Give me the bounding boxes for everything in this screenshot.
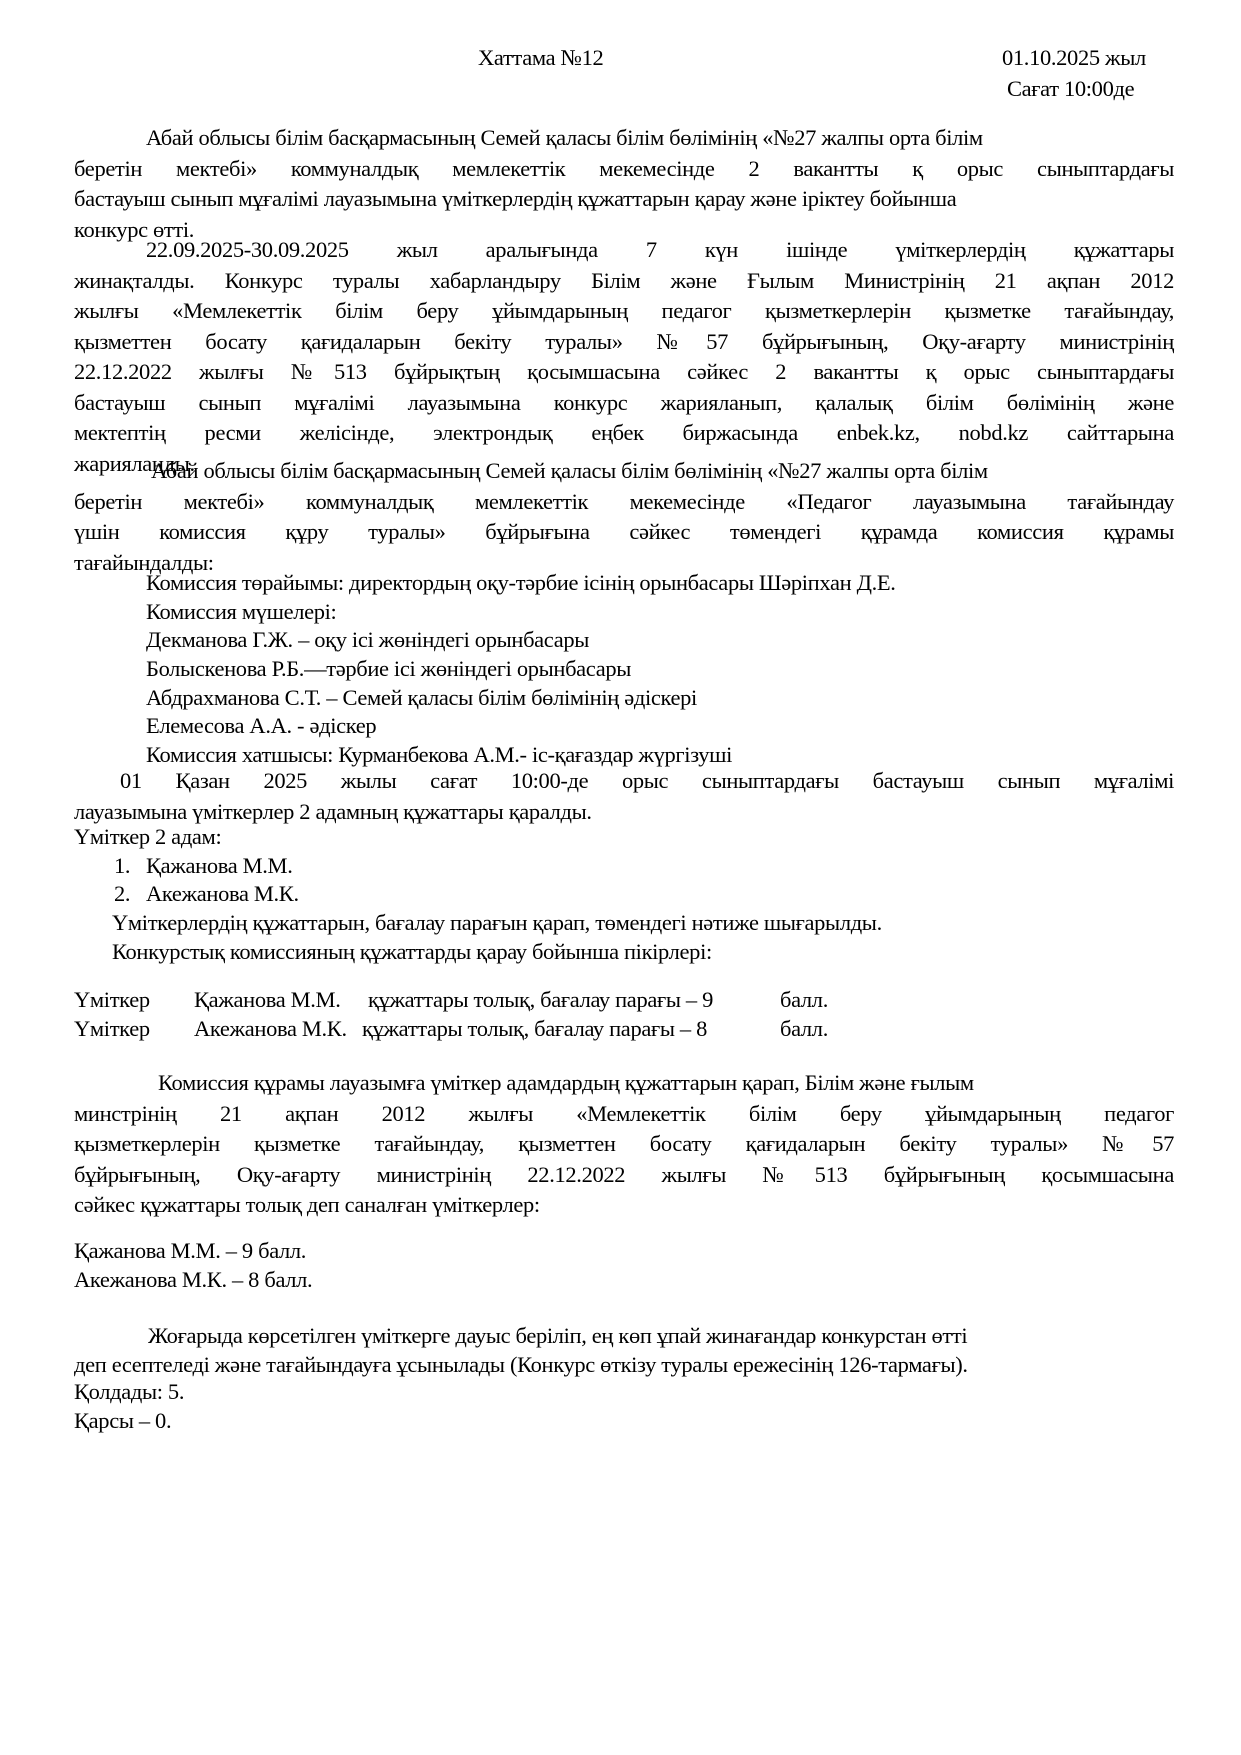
intro-paragraph (74, 124, 1174, 246)
evaluation-name: Қажанова М.М. (194, 987, 341, 1012)
text-line: Абай облысы білім басқармасының Семей қаласы білім бөлімінің «№27 жалпы орта білім (146, 125, 983, 150)
evaluation-status: құжаттары толық, бағалау парағы – 9 (368, 987, 713, 1012)
result-note: Үміткерлердің құжаттарын, бағалау парағын қарап, төмендегі нәтиже шығарылды. (112, 910, 882, 936)
text-line: қызметкерлерін қызметке тағайындау, қызметтен босату қағидаларын бекіту туралы» №57 (74, 1131, 1174, 1156)
commission-members-label: Комиссия мүшелері: (146, 598, 337, 624)
text-line: қызметтен босату қағидаларын бекіту туралы» №57 бұйрығының, Оқу-ағарту министрінің (74, 328, 1174, 354)
commission-chair: Комиссия төрайымы: директордың оқу-тәрбие ісінің орынбасары Шәріпхан Д.Е. (146, 570, 896, 595)
text-line: үшін комиссия құру туралы» бұйрығына сәйкес төмендегі құрамда комиссия құрамы (74, 519, 1174, 544)
candidate-list-item (74, 880, 1174, 909)
text-line: мектептің ресми желісінде, электрондық еңбек биржасында enbek.kz, nobd.kz сайттарына (74, 420, 1174, 445)
evaluation-row (74, 1015, 1174, 1044)
list-number: 1. (114, 852, 131, 878)
score-line: Акежанова М.К. – 8 балл. (74, 1266, 313, 1292)
evaluation-label: Үміткер (74, 1015, 150, 1041)
list-number: 2. (114, 881, 131, 907)
announcement-paragraph (74, 236, 1174, 480)
text-line: жылғы «Мемлекеттік білім беру ұйымдарының педагог қызметкерлерін қызметке тағайындау, (74, 298, 1174, 323)
evaluation-status: құжаттары толық, бағалау парағы – 8 (362, 1015, 707, 1041)
commission-secretary: Комиссия хатшысы: Курманбекова А.М.- іс-қағаздар жүргізуші (146, 742, 733, 768)
text-line: беретін мектебі» коммуналдық мемлекеттік мекемесінде 2 вакантты қ орыс сыныптардағы (74, 155, 1174, 181)
text-line: Жоғарыда көрсетілген үміткерге дауыс беріліп, ең көп ұпай жинағандар конкурстан өтті (148, 1323, 968, 1348)
candidate-list-item (74, 852, 1174, 881)
text-line: конкурс өтті. (74, 216, 195, 242)
decision-paragraph (74, 1322, 1174, 1379)
candidates-label: Үміткер 2 адам: (74, 824, 222, 849)
protocol-title: Хаттама №12 (478, 45, 604, 70)
commission-list (146, 569, 1146, 770)
scores-section (74, 1237, 1174, 1294)
protocol-date: 01.10.2025 жыл (1002, 45, 1146, 70)
text-line: бұйрығының, Оқу-ағарту министрінің 22.12.2022 жылғы №513 бұйрығының қосымшасына (74, 1161, 1174, 1187)
commission-member: Болыскенова Р.Б.—тәрбие ісі жөніндегі орынбасары (146, 656, 632, 682)
candidates-section (74, 823, 1174, 966)
evaluation-name: Акежанова М.К. (194, 1015, 347, 1041)
text-line: Абай облысы білім басқармасының Семей қаласы білім бөлімінің «№27 жалпы орта білім (151, 458, 988, 483)
evaluation-row (74, 986, 1174, 1015)
candidate-name: Қажанова М.М. (146, 852, 293, 878)
commission-member: Абдрахманова С.Т. – Семей қаласы білім бөлімінің әдіскері (146, 684, 697, 710)
text-line: сәйкес құжаттары толық деп саналған үміткерлер: (74, 1192, 540, 1217)
text-line: беретін мектебі» коммуналдық мемлекеттік мекемесінде «Педагог лауазымына тағайындау (74, 488, 1174, 514)
evaluation-unit: балл. (780, 1015, 828, 1041)
text-line: жарияланды. (74, 450, 195, 476)
commission-paragraph (74, 457, 1174, 579)
evaluation-label: Үміткер (74, 987, 150, 1012)
text-line: 22.09.2025-30.09.2025 жыл аралығында 7 күн ішінде үміткерлердің құжаттары (146, 237, 1174, 262)
text-line: тағайындалды: (74, 549, 214, 575)
review-paragraph (74, 767, 1174, 828)
commission-member: Декманова Г.Ж. – оқу ісі жөніндегі орынбасары (146, 627, 590, 653)
evaluations-section (74, 986, 1174, 1043)
conclusion-paragraph (74, 1069, 1174, 1222)
text-line: бастауыш сынып мұғалімі лауазымына конкурс жарияланып, қалалық білім бөлімінің және (74, 389, 1174, 415)
text-line: бастауыш сынып мұғалімі лауазымына үміткерлердің құжаттарын қарау және іріктеу бойынша (74, 186, 957, 211)
commission-member: Елемесова А.А. - әдіскер (146, 713, 377, 739)
opinion-note: Конкурстық комиссияның құжаттарды қарау бойынша пікірлері: (112, 938, 712, 964)
text-line: 22.12.2022 жылғы №513 бұйрықтың қосымшасына сәйкес 2 вакантты қ орыс сыныптардағы (74, 359, 1174, 384)
text-line: жинақталды. Конкурс туралы хабарландыру Білім және Ғылым Министрінің 21 ақпан 2012 (74, 267, 1174, 293)
score-line: Қажанова М.М. – 9 балл. (74, 1238, 307, 1263)
votes-section (74, 1378, 1174, 1435)
text-line: деп есептеледі және тағайындауға ұсынылады (Конкурс өткізу туралы ережесінің 126-тармағы). (74, 1351, 968, 1377)
text-line: 01 Қазан 2025 жылы сағат 10:00-де орыс сыныптардағы бастауыш сынып мұғалімі (120, 768, 1174, 793)
text-line: лауазымына үміткерлер 2 адамның құжаттары қаралды. (74, 798, 592, 824)
votes-against: Қарсы – 0. (74, 1407, 172, 1433)
votes-for: Қолдады: 5. (74, 1379, 185, 1404)
candidate-name: Акежанова М.К. (146, 881, 299, 907)
evaluation-unit: балл. (780, 987, 828, 1012)
text-line: минстрінің 21 ақпан 2012 жылғы «Мемлекеттік білім беру ұйымдарының педагог (74, 1100, 1174, 1126)
protocol-time: Сағат 10:00де (1007, 76, 1135, 101)
text-line: Комиссия құрамы лауазымға үміткер адамдардың құжаттарын қарап, Білім және ғылым (158, 1070, 974, 1095)
